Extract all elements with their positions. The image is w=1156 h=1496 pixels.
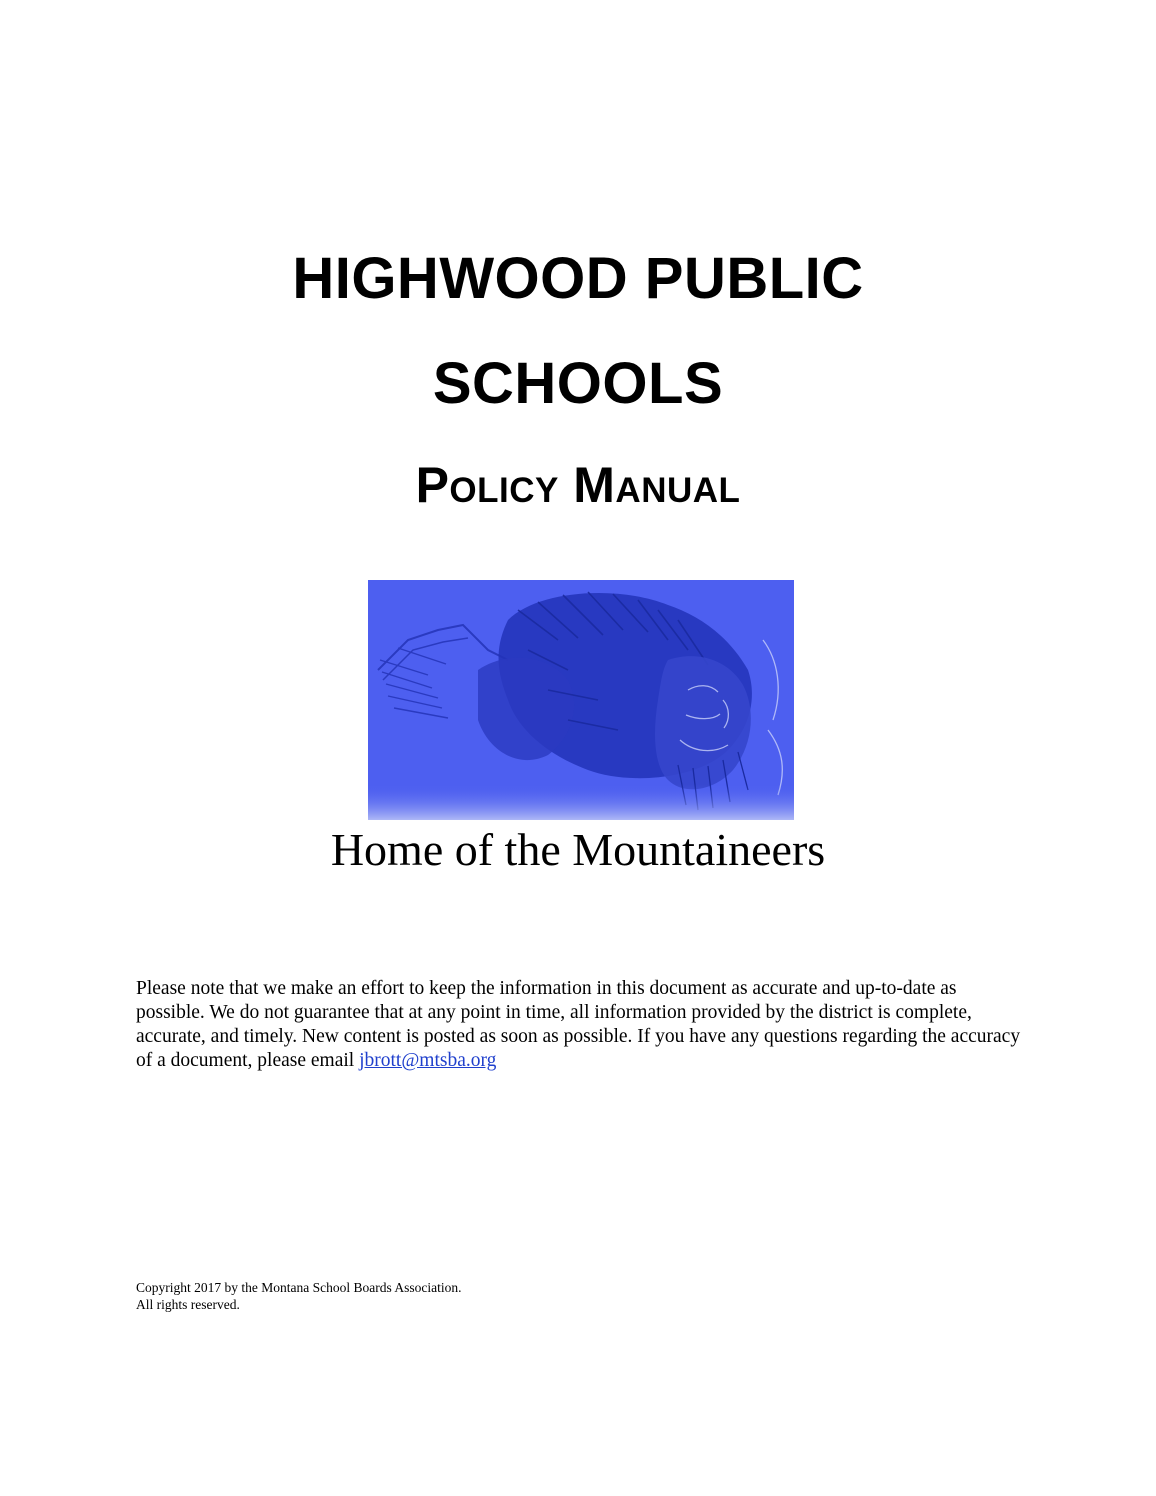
copyright-notice [136,1279,736,1313]
contact-email-link[interactable]: jbrott@mtsba.org [359,1050,497,1071]
disclaimer-notice [136,977,1026,1073]
mountaineer-logo-image [368,580,794,820]
copyright-line-2: All rights reserved. [136,1297,240,1312]
document-title-line-1: HIGHWOOD PUBLIC [292,246,864,311]
document-subtitle: Policy Manual [415,457,741,513]
document-title-line-2: SCHOOLS [432,351,724,416]
copyright-line-1: Copyright 2017 by the Montana School Boards Association. [136,1280,462,1295]
tagline: Home of the Mountaineers [330,824,826,875]
disclaimer-text: Please note that we make an effort to keep the information in this document as accurate and up-to-date as possible. We do not guarantee that at any point in time, all information provided by the district is complete, accurate, and timely. New content is posted as soon as possible. If you have any questions regarding the accuracy of a document, please email [136,978,1021,1071]
